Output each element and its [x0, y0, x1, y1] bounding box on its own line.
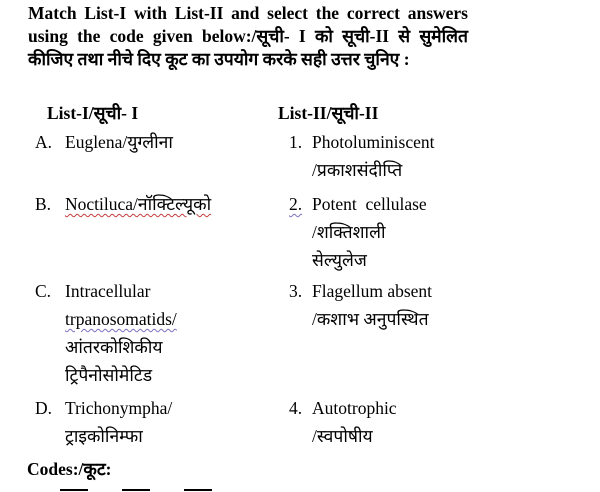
item-text: Euglena/युग्लीना [65, 132, 173, 152]
item-text: आंतरकोशिकीय [65, 337, 163, 357]
item-text: Flagellum absent [312, 281, 433, 301]
item-marker: 4. [289, 398, 303, 418]
item-marker: D. [35, 398, 53, 418]
item-text: Intracellular [65, 281, 151, 301]
item-text: /स्वपोषीय [312, 426, 373, 446]
item-text: Noctiluca/नॉक्टिल्यूको [65, 194, 212, 214]
item-text: /प्रकाशसंदीप्ति [312, 160, 403, 180]
item-marker: 3. [289, 281, 303, 301]
item-marker: B. [35, 194, 52, 214]
cut-off-next-line [60, 486, 300, 492]
item-text: /शक्तिशाली [312, 222, 386, 242]
item-text: ट्रिपैनोसोमेटिड [65, 365, 153, 385]
item-text: trpanosomatids/ [65, 309, 177, 329]
item-text: ट्राइकोनिम्फा [65, 426, 143, 446]
item-text: Trichonympha/ [65, 398, 173, 418]
question-text: Match List-I with List-II and select the correct answers using the code given below:/सूची- I को सूची-II से सुमेलित कीजिए तथा नीचे दिए कूट का उपयोग करके सही उत्तर चुनिए : [28, 3, 468, 69]
item-text: सेल्युलेज [312, 250, 367, 270]
item-text: Autotrophic [312, 398, 397, 418]
item-text: Potent cellulase [312, 194, 427, 214]
codes-label: Codes:/कूट: [27, 459, 112, 479]
list2-header: List-II/सूची-II [278, 103, 379, 123]
item-text: /कशाभ अनुपस्थित [312, 309, 429, 329]
item-text: Photoluminiscent [312, 132, 435, 152]
item-marker: A. [35, 132, 53, 152]
list1-header: List-I/सूची- I [47, 103, 139, 123]
item-marker: C. [35, 281, 52, 301]
item-marker: 1. [289, 132, 303, 152]
item-marker: 2. [289, 194, 303, 214]
